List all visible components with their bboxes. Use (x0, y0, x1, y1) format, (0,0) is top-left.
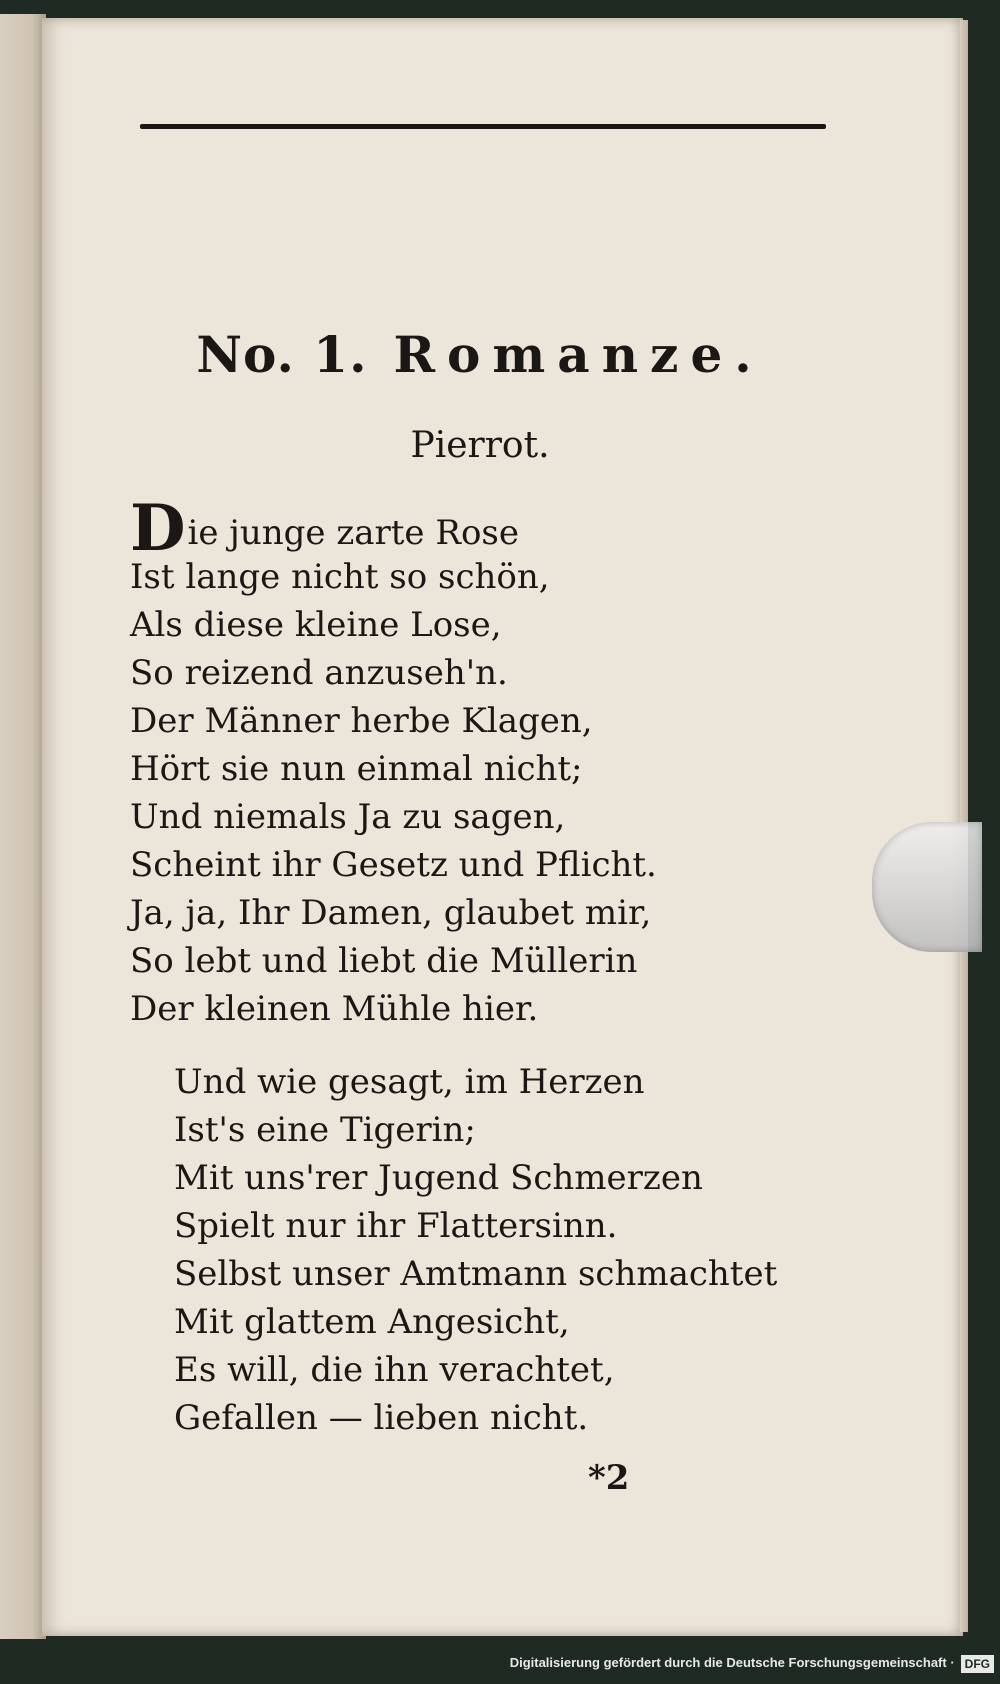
verse-line: Gefallen — lieben nicht. (174, 1398, 589, 1438)
verse-line: Ist's eine Tigerin; (174, 1110, 476, 1150)
verse-line: Spielt nur ihr Flattersinn. (174, 1206, 618, 1246)
verse-line: Selbst unser Amtmann schmachtet (174, 1254, 778, 1294)
title-number: No. 1. (196, 325, 368, 384)
dfg-logo: DFG (961, 1655, 994, 1673)
page-clip (872, 822, 982, 952)
verse-line: Der kleinen Mühle hier. (130, 989, 539, 1029)
title-word: Romanze. (393, 325, 764, 384)
facing-page-edge (0, 14, 46, 1639)
verse-line: Scheint ihr Gesetz und Pflicht. (130, 845, 657, 885)
verse-line: Die junge zarte Rose (130, 491, 519, 566)
verse-line: Mit uns'rer Jugend Schmerzen (174, 1158, 703, 1198)
verse-line: Ist lange nicht so schön, (130, 557, 550, 597)
stanza-2 (174, 1058, 777, 1442)
verse-line: Der Männer herbe Klagen, (130, 701, 593, 741)
verse-line: So reizend anzuseh'n. (130, 653, 508, 693)
verse-line: Ja, ja, Ihr Damen, glaubet mir, (130, 893, 652, 933)
verse-line: Hört sie nun einmal nicht; (130, 749, 583, 789)
signature-mark: *2 (588, 1458, 630, 1498)
speaker-heading: Pierrot. (410, 425, 550, 466)
drop-cap: D (130, 491, 186, 566)
digitization-footer (510, 1646, 994, 1680)
verse-line: Und wie gesagt, im Herzen (174, 1062, 645, 1102)
page-title (0, 325, 960, 384)
header-rule (140, 124, 826, 129)
stanza-1 (130, 491, 657, 1033)
verse-line: Als diese kleine Lose, (130, 605, 502, 645)
verse-line: Mit glattem Angesicht, (174, 1302, 570, 1342)
verse-line: Und niemals Ja zu sagen, (130, 797, 566, 837)
verse-line: Es will, die ihn verachtet, (174, 1350, 615, 1390)
footer-text: Digitalisierung gefördert durch die Deutsche Forschungsgemeinschaft · (509, 1655, 955, 1670)
verse-line: So lebt und liebt die Müllerin (130, 941, 638, 981)
